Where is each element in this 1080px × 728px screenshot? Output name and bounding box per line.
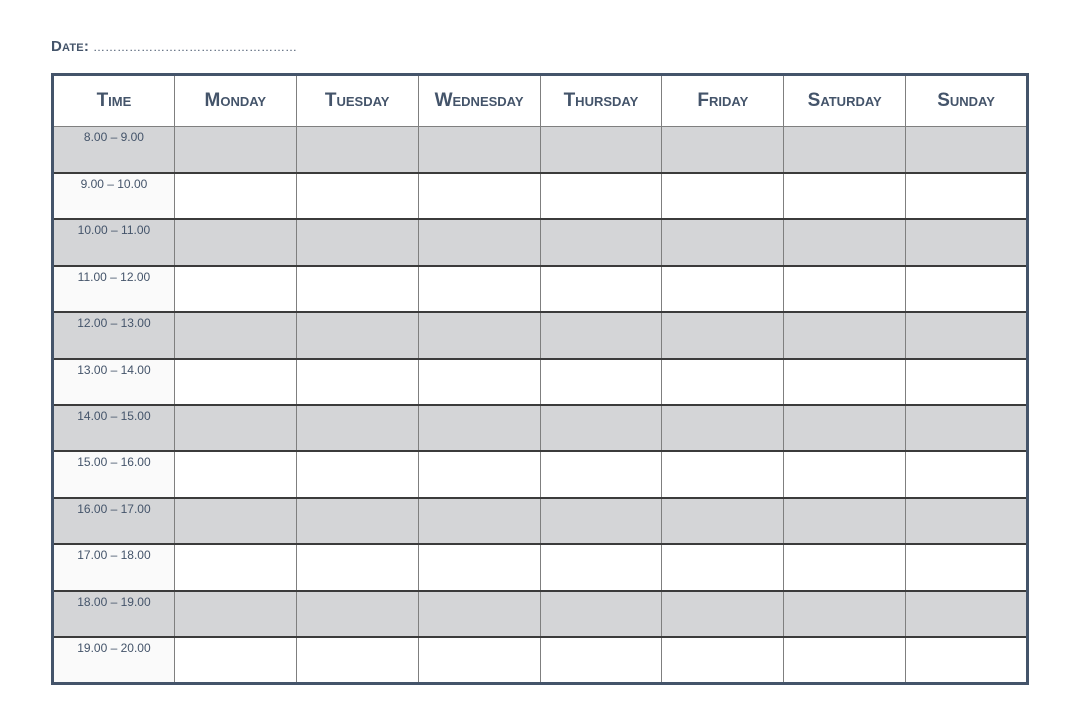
table-row — [53, 405, 1028, 451]
table-row — [53, 266, 1028, 312]
schedule-cell-wednesday[interactable] — [418, 219, 540, 265]
table-row — [53, 359, 1028, 405]
schedule-cell-wednesday[interactable] — [418, 498, 540, 544]
schedule-cell-thursday[interactable] — [540, 127, 662, 173]
schedule-cell-saturday[interactable] — [784, 359, 906, 405]
date-field — [51, 38, 297, 55]
schedule-cell-sunday[interactable] — [906, 127, 1028, 173]
schedule-cell-saturday[interactable] — [784, 591, 906, 637]
schedule-cell-tuesday[interactable] — [296, 173, 418, 219]
schedule-cell-sunday[interactable] — [906, 219, 1028, 265]
schedule-cell-wednesday[interactable] — [418, 359, 540, 405]
schedule-cell-wednesday[interactable] — [418, 591, 540, 637]
schedule-cell-saturday[interactable] — [784, 266, 906, 312]
schedule-cell-tuesday[interactable] — [296, 498, 418, 544]
schedule-cell-friday[interactable] — [662, 266, 784, 312]
schedule-cell-tuesday[interactable] — [296, 359, 418, 405]
schedule-cell-monday[interactable] — [174, 359, 296, 405]
column-header-tuesday: Tuesday — [296, 75, 418, 127]
schedule-cell-tuesday[interactable] — [296, 266, 418, 312]
schedule-cell-sunday[interactable] — [906, 637, 1028, 684]
schedule-cell-thursday[interactable] — [540, 544, 662, 590]
schedule-cell-friday[interactable] — [662, 405, 784, 451]
schedule-cell-monday[interactable] — [174, 405, 296, 451]
schedule-cell-sunday[interactable] — [906, 359, 1028, 405]
column-header-sunday: Sunday — [906, 75, 1028, 127]
time-slot-label: 9.00 – 10.00 — [53, 173, 175, 219]
time-slot-label: 13.00 – 14.00 — [53, 359, 175, 405]
time-slot-label: 11.00 – 12.00 — [53, 266, 175, 312]
table-row — [53, 451, 1028, 497]
header-row — [53, 75, 1028, 127]
schedule-cell-sunday[interactable] — [906, 405, 1028, 451]
column-header-saturday: Saturday — [784, 75, 906, 127]
table-row — [53, 591, 1028, 637]
column-header-thursday: Thursday — [540, 75, 662, 127]
schedule-cell-friday[interactable] — [662, 127, 784, 173]
schedule-cell-thursday[interactable] — [540, 498, 662, 544]
column-header-time: Time — [53, 75, 175, 127]
schedule-cell-friday[interactable] — [662, 637, 784, 684]
time-slot-label: 14.00 – 15.00 — [53, 405, 175, 451]
schedule-cell-monday[interactable] — [174, 591, 296, 637]
schedule-cell-saturday[interactable] — [784, 405, 906, 451]
schedule-body — [53, 127, 1028, 684]
schedule-cell-friday[interactable] — [662, 451, 784, 497]
schedule-cell-tuesday[interactable] — [296, 544, 418, 590]
schedule-cell-sunday[interactable] — [906, 591, 1028, 637]
schedule-cell-wednesday[interactable] — [418, 637, 540, 684]
schedule-cell-wednesday[interactable] — [418, 451, 540, 497]
time-slot-label: 15.00 – 16.00 — [53, 451, 175, 497]
date-label: Date: — [51, 38, 90, 55]
schedule-cell-friday[interactable] — [662, 173, 784, 219]
schedule-cell-friday[interactable] — [662, 359, 784, 405]
schedule-cell-thursday[interactable] — [540, 312, 662, 358]
weekly-schedule-table — [51, 73, 1029, 685]
schedule-cell-sunday[interactable] — [906, 544, 1028, 590]
schedule-cell-wednesday[interactable] — [418, 173, 540, 219]
schedule-cell-thursday[interactable] — [540, 173, 662, 219]
time-slot-label: 12.00 – 13.00 — [53, 312, 175, 358]
schedule-cell-saturday[interactable] — [784, 312, 906, 358]
schedule-cell-tuesday[interactable] — [296, 637, 418, 684]
time-slot-label: 8.00 – 9.00 — [53, 127, 175, 173]
schedule-cell-sunday[interactable] — [906, 498, 1028, 544]
schedule-cell-saturday[interactable] — [784, 219, 906, 265]
schedule-cell-friday[interactable] — [662, 312, 784, 358]
schedule-cell-sunday[interactable] — [906, 173, 1028, 219]
schedule-cell-thursday[interactable] — [540, 451, 662, 497]
time-slot-label: 16.00 – 17.00 — [53, 498, 175, 544]
schedule-cell-friday[interactable] — [662, 591, 784, 637]
schedule-cell-wednesday[interactable] — [418, 312, 540, 358]
schedule-cell-sunday[interactable] — [906, 266, 1028, 312]
schedule-cell-wednesday[interactable] — [418, 127, 540, 173]
schedule-cell-tuesday[interactable] — [296, 219, 418, 265]
table-row — [53, 498, 1028, 544]
schedule-cell-sunday[interactable] — [906, 312, 1028, 358]
schedule-cell-tuesday[interactable] — [296, 312, 418, 358]
schedule-cell-wednesday[interactable] — [418, 405, 540, 451]
schedule-cell-monday[interactable] — [174, 544, 296, 590]
schedule-cell-friday[interactable] — [662, 219, 784, 265]
table-row — [53, 219, 1028, 265]
schedule-cell-tuesday[interactable] — [296, 591, 418, 637]
schedule-cell-friday[interactable] — [662, 544, 784, 590]
schedule-cell-saturday[interactable] — [784, 544, 906, 590]
schedule-cell-wednesday[interactable] — [418, 544, 540, 590]
schedule-cell-saturday[interactable] — [784, 451, 906, 497]
time-slot-label: 10.00 – 11.00 — [53, 219, 175, 265]
schedule-cell-thursday[interactable] — [540, 405, 662, 451]
column-header-friday: Friday — [662, 75, 784, 127]
schedule-cell-saturday[interactable] — [784, 127, 906, 173]
schedule-cell-thursday[interactable] — [540, 637, 662, 684]
schedule-cell-monday[interactable] — [174, 266, 296, 312]
schedule-cell-saturday[interactable] — [784, 173, 906, 219]
schedule-cell-monday[interactable] — [174, 219, 296, 265]
schedule-cell-monday[interactable] — [174, 127, 296, 173]
column-header-monday: Monday — [174, 75, 296, 127]
table-row — [53, 173, 1028, 219]
schedule-cell-saturday[interactable] — [784, 637, 906, 684]
schedule-cell-monday[interactable] — [174, 173, 296, 219]
table-row — [53, 127, 1028, 173]
schedule-cell-monday[interactable] — [174, 312, 296, 358]
schedule-cell-thursday[interactable] — [540, 591, 662, 637]
schedule-cell-monday[interactable] — [174, 637, 296, 684]
schedule-cell-wednesday[interactable] — [418, 266, 540, 312]
schedule-cell-tuesday[interactable] — [296, 405, 418, 451]
column-header-wednesday: Wednesday — [418, 75, 540, 127]
schedule-cell-friday[interactable] — [662, 498, 784, 544]
table-row — [53, 312, 1028, 358]
table-row — [53, 637, 1028, 684]
schedule-cell-monday[interactable] — [174, 451, 296, 497]
schedule-cell-thursday[interactable] — [540, 219, 662, 265]
schedule-cell-tuesday[interactable] — [296, 451, 418, 497]
table-row — [53, 544, 1028, 590]
schedule-cell-tuesday[interactable] — [296, 127, 418, 173]
date-fill-line[interactable]: …………………………………………… — [93, 40, 298, 54]
schedule-cell-monday[interactable] — [174, 498, 296, 544]
schedule-cell-sunday[interactable] — [906, 451, 1028, 497]
schedule-cell-thursday[interactable] — [540, 359, 662, 405]
time-slot-label: 18.00 – 19.00 — [53, 591, 175, 637]
schedule-cell-thursday[interactable] — [540, 266, 662, 312]
time-slot-label: 17.00 – 18.00 — [53, 544, 175, 590]
time-slot-label: 19.00 – 20.00 — [53, 637, 175, 684]
schedule-cell-saturday[interactable] — [784, 498, 906, 544]
